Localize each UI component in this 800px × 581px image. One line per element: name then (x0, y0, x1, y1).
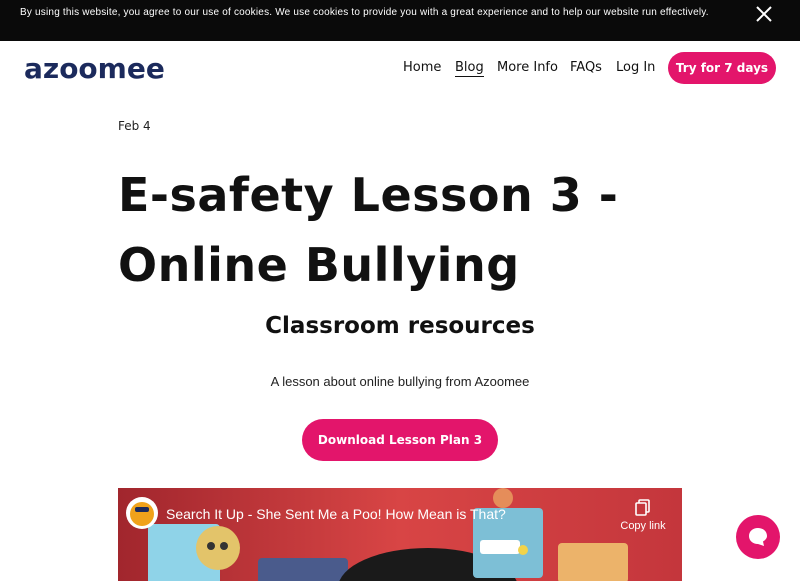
download-lesson-plan-button[interactable]: Download Lesson Plan 3 (302, 419, 498, 461)
try-for-7-days-button[interactable]: Try for 7 days (668, 52, 776, 84)
section-subtitle: Classroom resources (265, 313, 535, 339)
video-title[interactable]: Search It Up - She Sent Me a Poo! How Mean is That? (166, 506, 506, 522)
video-embed[interactable] (118, 488, 682, 581)
nav-home[interactable]: Home (403, 60, 442, 75)
close-icon[interactable] (752, 2, 776, 26)
nav-log-in[interactable]: Log In (616, 60, 656, 75)
chat-button[interactable] (736, 515, 780, 559)
svg-text:azoomee: azoomee (24, 52, 165, 84)
nav-blog[interactable]: Blog (455, 60, 484, 75)
nav-faqs[interactable]: FAQs (570, 60, 602, 75)
intro-text: A lesson about online bullying from Azoomee (270, 374, 530, 389)
channel-avatar[interactable] (126, 497, 158, 529)
cookie-banner-text: By using this website, you agree to our use of cookies. We use cookies to provide you with a great experience and to help our website run effectively. (20, 7, 709, 18)
post-date: Feb 4 (118, 119, 151, 133)
cookie-banner (0, 0, 800, 41)
nav-more-info[interactable]: More Info (497, 60, 558, 75)
video-thumbnail (118, 488, 682, 581)
copy-link-label: Copy link (620, 520, 666, 532)
chat-icon (747, 526, 769, 548)
page-title: E-safety Lesson 3 - Online Bullying (118, 168, 619, 292)
copy-icon (634, 498, 652, 516)
azoomee-logo[interactable] (24, 52, 174, 84)
copy-link-button[interactable] (618, 498, 668, 532)
